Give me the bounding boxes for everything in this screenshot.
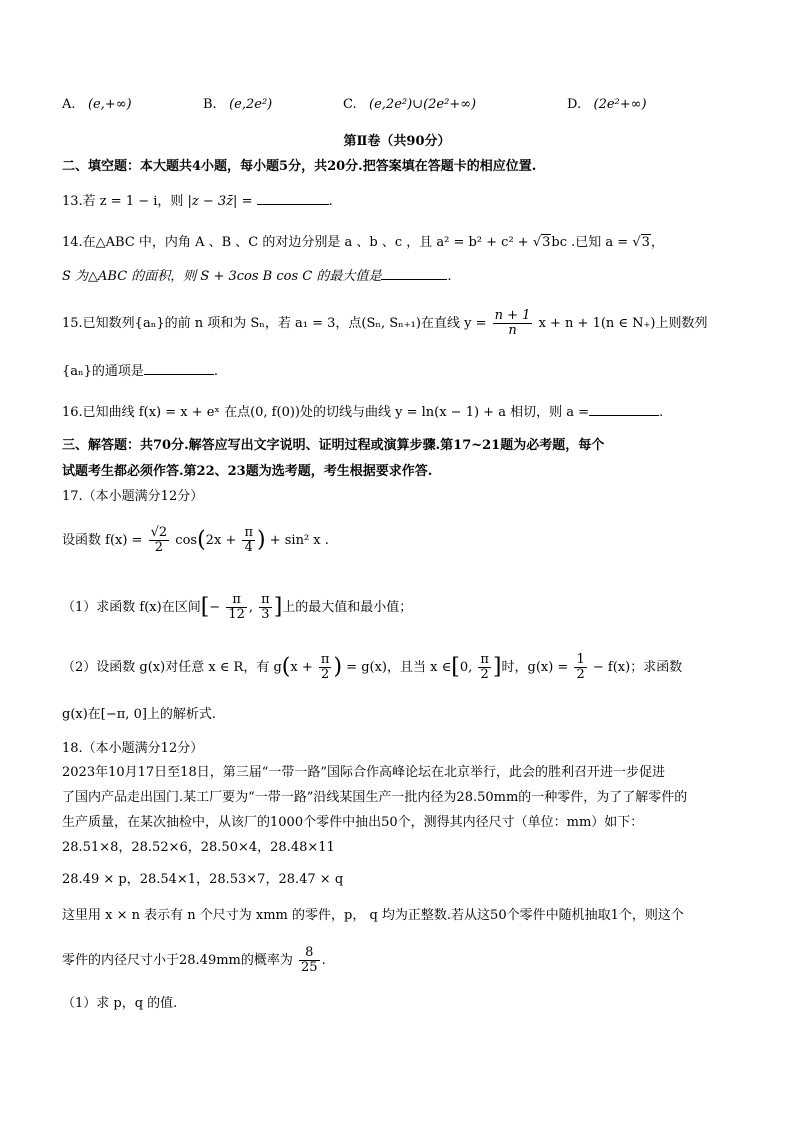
q15-fraction bbox=[493, 309, 533, 338]
fraction-denominator: 2 bbox=[576, 667, 585, 682]
option-c bbox=[343, 97, 476, 112]
q14-text: 14.在△ABC 中，内角 A 、B 、C 的对边分别是 a 、b 、c ，且 a² = b² + c² + bbox=[62, 235, 533, 250]
q17-fraction-pi12 bbox=[226, 593, 247, 622]
fraction-numerator: √2 bbox=[150, 525, 168, 540]
q17-fraction-pi2 bbox=[319, 653, 332, 682]
option-b-expr: (e,2e²) bbox=[229, 97, 273, 112]
bracket-close-icon: ] bbox=[273, 594, 283, 620]
option-d-expr: (2e²+∞) bbox=[593, 97, 647, 112]
q17-fraction-root2 bbox=[149, 526, 170, 555]
question-15-line1 bbox=[62, 309, 708, 338]
section3-heading-line2: 试题考生都必须作答.第22、23题为选考题，考生根据要求作答. bbox=[62, 464, 433, 479]
option-a-expr: (e,+∞) bbox=[87, 97, 132, 112]
sqrt-symbol-icon: √ bbox=[632, 235, 641, 250]
q17-p1-neg: − bbox=[209, 600, 221, 615]
fraction-numerator: 1 bbox=[576, 652, 585, 667]
q18-line5-text: 零件的内径尺寸小于28.49mm的概率为 bbox=[62, 953, 293, 968]
q17-fraction-pi3 bbox=[259, 593, 272, 622]
q15-line2: {aₙ}的通项是 bbox=[62, 364, 144, 379]
q17-fraction-half bbox=[574, 653, 586, 682]
fraction-numerator: π bbox=[261, 592, 270, 607]
paren-open-icon: ( bbox=[197, 527, 206, 553]
q16-text: 16.已知曲线 f(x) = x + eˣ 在点(0, f(0))处的切线与曲线 y = ln(x − 1) + a 相切，则 a = bbox=[62, 405, 589, 420]
q14-line2: S 为△ABC 的面积，则 S + 3cos B cos C 的最大值是 bbox=[62, 269, 382, 284]
answer-blank bbox=[381, 265, 447, 280]
option-c-expr: (e,2e²)∪(2e²+∞) bbox=[369, 97, 477, 112]
fraction-denominator: 2 bbox=[154, 540, 164, 555]
section2-heading: 二、填空题：本大题共4小题，每小题5分，共20分.把答案填在答题卡的相应位置. bbox=[62, 159, 537, 174]
fraction-numerator: π bbox=[320, 652, 330, 667]
q14-sqrt3: 3 bbox=[542, 235, 551, 250]
option-b bbox=[203, 97, 272, 112]
q17-part2-line2: g(x)在[−π, 0]上的解析式. bbox=[62, 707, 217, 722]
q17-p2-a: （2）设函数 g(x)对任意 x ∈ R，有 g bbox=[62, 660, 282, 675]
option-c-label: C. bbox=[343, 97, 357, 112]
q17-p1-a: （1）求函数 f(x)在区间 bbox=[62, 600, 201, 615]
q18-data2: 28.49 × p，28.54×1，28.53×7，28.47 × q bbox=[62, 872, 344, 887]
question-14-line1 bbox=[62, 234, 664, 252]
q17-p2-d: 0, bbox=[459, 660, 473, 675]
q17-p2-b: x + bbox=[290, 660, 313, 675]
q17-def-b: cos bbox=[175, 533, 198, 548]
fraction-denominator: 25 bbox=[301, 960, 318, 975]
fraction-denominator: 2 bbox=[321, 667, 330, 682]
question-15-line2 bbox=[62, 360, 218, 381]
option-d-label: D. bbox=[567, 97, 582, 112]
q17-fraction-pi2-b bbox=[478, 653, 491, 682]
fraction-denominator: 3 bbox=[261, 607, 270, 622]
bracket-open-icon: [ bbox=[451, 654, 460, 680]
question-14-line2 bbox=[62, 265, 452, 286]
option-a-label: A. bbox=[62, 97, 76, 112]
answer-blank bbox=[144, 360, 214, 375]
fraction-numerator: π bbox=[480, 652, 489, 667]
q15-text-b: x + n + 1(n ∈ N₊)上则数列 bbox=[538, 316, 708, 331]
bracket-close-icon: ] bbox=[492, 654, 502, 680]
q14-text-c: ， bbox=[650, 235, 664, 250]
q14-sqrt3-b: 3 bbox=[641, 235, 650, 250]
answer-blank bbox=[257, 190, 329, 205]
option-a bbox=[62, 97, 132, 112]
question-16 bbox=[62, 401, 663, 422]
sqrt-symbol-icon: √ bbox=[532, 235, 542, 250]
q13-expr: |z − 3z̄| bbox=[187, 194, 238, 209]
q17-definition bbox=[62, 526, 329, 555]
paren-open-icon: ( bbox=[281, 654, 291, 680]
q17-part1: （1）求函数 f(x)在区间[− $\frac{\pi}{12}$ , $\frac{\pi}{3}$ ]上的最大值和最小值； bbox=[62, 592, 413, 622]
q16-end: . bbox=[659, 405, 664, 420]
paren-close-icon: ) bbox=[257, 527, 266, 553]
q17-p2-c: = g(x)，且当 x ∈ bbox=[346, 660, 452, 675]
q13-text: 13.若 z = 1 − i，则 bbox=[62, 194, 184, 209]
fraction-denominator: 12 bbox=[228, 607, 245, 622]
fraction-numerator: π bbox=[226, 593, 247, 608]
q18-line2: 了国内产品走出国门.某工厂要为“一带一路”沿线某国生产一批内径为28.50mm的一种零件，为了了解零件的 bbox=[62, 790, 688, 805]
option-d bbox=[567, 97, 647, 112]
q18-line3: 生产质量，在某次抽检中，从该厂的1000个零件中抽出50个，测得其内径尺寸（单位：mm）如下： bbox=[62, 815, 644, 830]
q17-def-c: 2x + bbox=[205, 533, 237, 548]
q14-end: . bbox=[447, 269, 452, 284]
q18-line5-end: . bbox=[321, 953, 326, 968]
option-b-label: B. bbox=[203, 97, 217, 112]
q18-data1: 28.51×8，28.52×6，28.50×4，28.48×11 bbox=[62, 840, 335, 855]
paren-close-icon: ) bbox=[333, 654, 343, 680]
q15-end: . bbox=[213, 364, 219, 379]
fraction-numerator: 8 bbox=[299, 946, 320, 961]
q17-p2-e: 时，g(x) = bbox=[501, 660, 569, 675]
q17-p2-f: − f(x)；求函数 bbox=[592, 660, 683, 675]
q18-probability-fraction bbox=[299, 946, 320, 975]
q17-fraction-pi4 bbox=[242, 526, 255, 555]
q18-line5 bbox=[62, 946, 326, 975]
q17-part2 bbox=[62, 653, 682, 682]
section3-heading-line1: 三、解答题：共70分.解答应写出文字说明、证明过程或演算步骤.第17~21题为必考题，每个 bbox=[62, 438, 605, 453]
question-13 bbox=[62, 190, 333, 211]
q18-line1: 2023年10月17日至18日，第三届“一带一路”国际合作高峰论坛在北京举行，此会的胜利召开进一步促进 bbox=[62, 765, 666, 780]
q17-title: 17.（本小题满分12分） bbox=[62, 489, 204, 504]
answer-blank bbox=[589, 401, 659, 416]
q15-text: 15.已知数列{aₙ}的前 n 项和为 Sₙ，若 a₁ = 3，点(Sₙ, Sₙ₊₁)在直线 y = bbox=[62, 316, 487, 331]
q13-end: . bbox=[328, 194, 333, 209]
fraction-denominator: 4 bbox=[244, 540, 253, 555]
part2-title: 第Ⅱ卷（共90分） bbox=[343, 134, 451, 149]
fraction-numerator: π bbox=[244, 525, 253, 540]
fraction-numerator: n + 1 bbox=[494, 308, 531, 323]
q18-title: 18.（本小题满分12分） bbox=[62, 741, 204, 756]
q18-line4: 这里用 x × n 表示有 n 个尺寸为 xmm 的零件，p， q 均为正整数.若从这50个零件中随机抽取1个，则这个 bbox=[62, 908, 684, 923]
q13-eq: = bbox=[237, 194, 257, 209]
q17-p1-b: 上的最大值和最小值； bbox=[282, 600, 413, 615]
fraction-denominator: n bbox=[508, 323, 517, 338]
q17-def-d: + sin² x . bbox=[269, 533, 329, 548]
bracket-open-icon: [ bbox=[200, 594, 210, 620]
q17-def-a: 设函数 f(x) = bbox=[62, 533, 143, 548]
q14-text-b: bc .已知 a = bbox=[551, 235, 633, 250]
fraction-denominator: 2 bbox=[480, 667, 489, 682]
q18-part1: （1）求 p，q 的值. bbox=[62, 996, 178, 1011]
